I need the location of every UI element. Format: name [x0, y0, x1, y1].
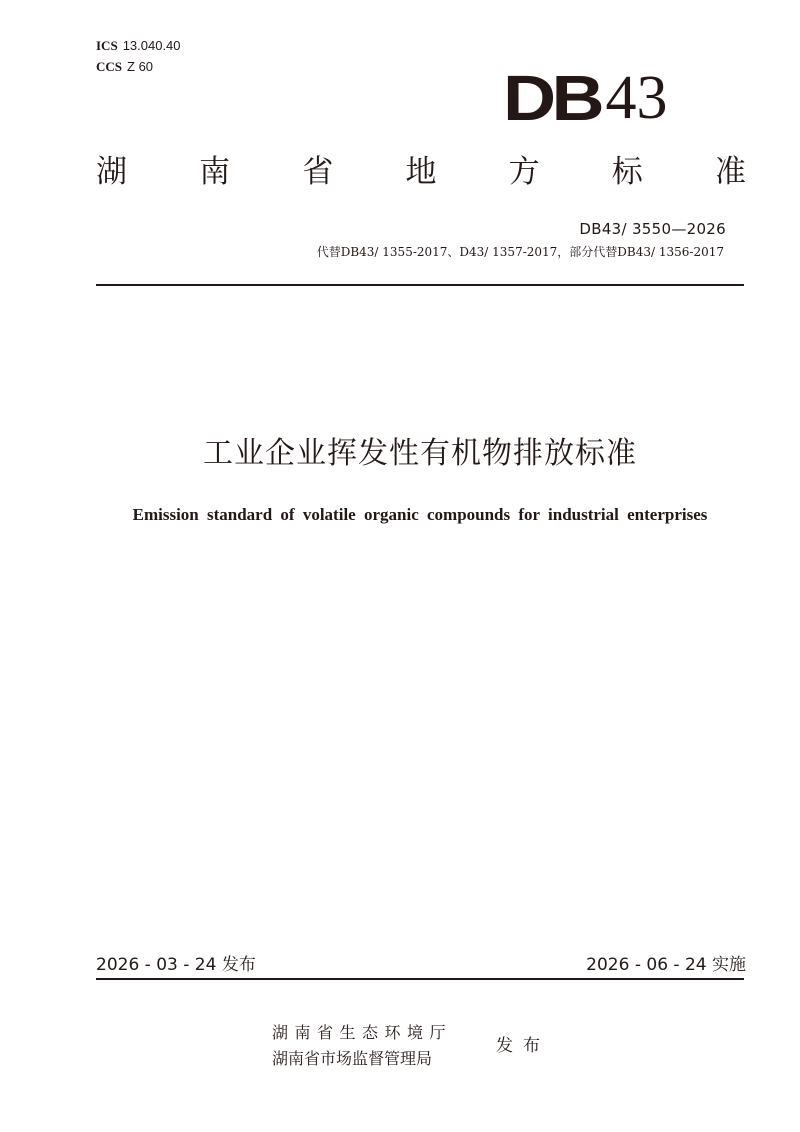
ics-value: 13.040.40 — [122, 38, 181, 53]
classification-codes — [96, 36, 181, 78]
document-title-zh: 工业企业挥发性有机物排放标准 — [203, 436, 637, 471]
ics-label: ICS — [96, 38, 118, 53]
document-title-en: Emission standard of volatile organic compounds for industrial enterprises — [132, 505, 708, 524]
replaces-note: 代替DB43/ 1355-2017、D43/ 1357-2017，部分代替DB43/ 1356-2017 — [316, 245, 724, 259]
header-char: 标 — [611, 154, 643, 190]
header-title — [96, 152, 746, 192]
db-logo-prefix: DB — [503, 62, 601, 134]
ccs-label: CCS — [96, 59, 123, 74]
issuer-market-bureau: 湖南省市场监督管理局 — [272, 1049, 433, 1068]
issue-date: 2026 - 03 - 24 发布 — [96, 955, 256, 975]
db-logo — [503, 62, 668, 134]
implementation-date: 2026 - 06 - 24 实施 — [586, 955, 746, 975]
db-logo-number: 43 — [605, 64, 668, 132]
header-char: 地 — [405, 154, 437, 190]
standard-number: DB43/ 3550—2026 — [579, 220, 726, 238]
header-char: 湖 — [96, 154, 127, 190]
top-divider — [96, 284, 744, 286]
issuing-authorities — [272, 1020, 452, 1072]
header-char: 南 — [199, 154, 231, 190]
ccs-line — [96, 57, 181, 78]
publish-label: 发布 — [496, 1036, 550, 1056]
bottom-divider — [96, 978, 744, 980]
header-char: 准 — [714, 154, 746, 190]
ics-line — [96, 36, 181, 57]
ccs-value: Z 60 — [127, 59, 154, 74]
header-char: 省 — [302, 154, 334, 190]
header-char: 方 — [508, 154, 540, 190]
issuer-ecology-dept: 湖南省生态环境厅 — [272, 1023, 453, 1042]
